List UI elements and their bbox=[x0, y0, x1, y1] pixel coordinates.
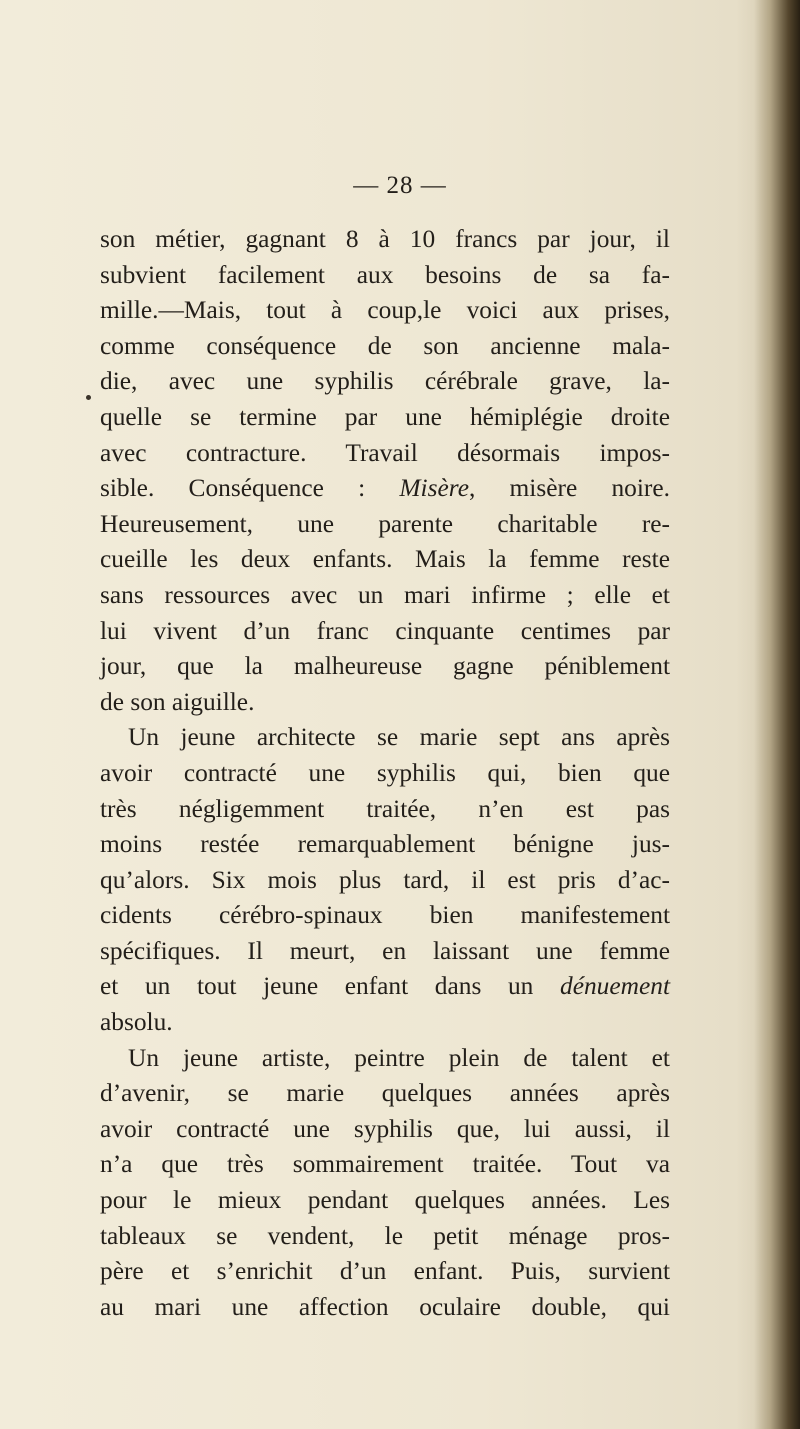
text-line: de son aiguille. bbox=[100, 687, 255, 716]
text-line: lui vivent d’un franc cinquante centimes par bbox=[100, 616, 670, 645]
text-line: Un jeune artiste, peintre plein de talent et bbox=[128, 1043, 670, 1072]
page-edge-shadow bbox=[754, 0, 800, 1429]
text-line: son métier, gagnant 8 à 10 francs par jour, il bbox=[100, 225, 670, 253]
text-line: avoir contracté une syphilis que, lui aussi, il bbox=[100, 1114, 670, 1143]
text-line: sans ressources avec un mari infirme ; elle et bbox=[100, 580, 670, 609]
text-line: et un tout jeune enfant dans un dénuement bbox=[100, 972, 670, 1001]
ink-speck bbox=[86, 395, 91, 400]
text-line: d’avenir, se marie quelques années après bbox=[100, 1079, 670, 1108]
text-line: spécifiques. Il meurt, en laissant une femme bbox=[100, 936, 670, 965]
text-line: sible. Conséquence : Misère, misère noire. bbox=[100, 474, 670, 503]
text-line: quelle se termine par une hémiplégie droite bbox=[100, 402, 670, 431]
text-line: pour le mieux pendant quelques années. Les bbox=[100, 1186, 670, 1215]
text-line: avec contracture. Travail désormais impos- bbox=[100, 438, 670, 467]
text-line: avoir contracté une syphilis qui, bien que bbox=[100, 758, 670, 787]
text-line: comme conséquence de son ancienne mala- bbox=[100, 331, 670, 360]
text-line: cueille les deux enfants. Mais la femme reste bbox=[100, 545, 670, 574]
text-line: mille.—Mais, tout à coup,le voici aux prises, bbox=[100, 296, 670, 325]
italic-word: dénuement bbox=[560, 972, 670, 1001]
text-line: subvient facilement aux besoins de sa fa- bbox=[100, 260, 670, 289]
text-line: père et s’enrichit d’un enfant. Puis, survient bbox=[100, 1257, 670, 1286]
text-line: absolu. bbox=[100, 1008, 173, 1037]
text-line: Un jeune architecte se marie sept ans après bbox=[128, 723, 670, 752]
body-text bbox=[100, 222, 670, 1325]
text-line: n’a que très sommairement traitée. Tout va bbox=[100, 1150, 670, 1179]
text-line: die, avec une syphilis cérébrale grave, la- bbox=[100, 367, 670, 396]
text-line: au mari une affection oculaire double, qui bbox=[100, 1292, 670, 1321]
text-line: moins restée remarquablement bénigne jus- bbox=[100, 830, 670, 859]
page-number: — 28 — bbox=[353, 172, 447, 199]
text-line: qu’alors. Six mois plus tard, il est pris d’ac- bbox=[100, 865, 670, 894]
italic-word: Misère bbox=[399, 474, 469, 503]
text-line: cidents cérébro-spinaux bien manifestement bbox=[100, 901, 670, 930]
text-line: Heureusement, une parente charitable re- bbox=[100, 509, 670, 538]
text-line: très négligemment traitée, n’en est pas bbox=[100, 794, 670, 823]
text-line: jour, que la malheureuse gagne péniblement bbox=[100, 652, 670, 681]
text-line: tableaux se vendent, le petit ménage pros- bbox=[100, 1221, 670, 1250]
